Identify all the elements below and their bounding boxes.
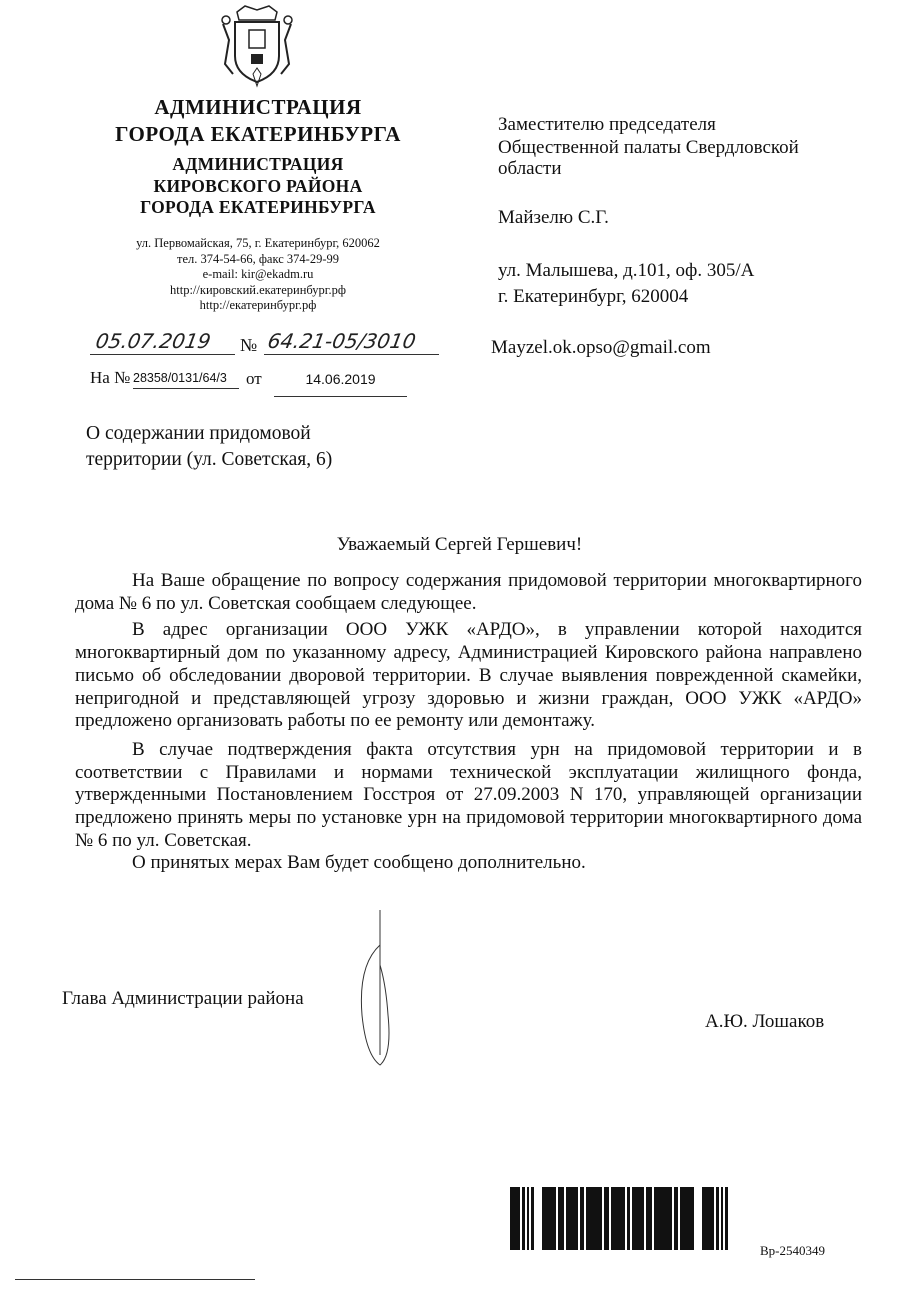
sender-site-2: http://екатеринбург.рф	[199, 298, 317, 312]
body-paragraph: В адрес организации ООО УЖК «АРДО», в управлении которой находится многоквартирный дом по указанному адресу, Администрацией Кировского района направлено письмо об обследовании дворовой территории. В случае выявления поврежденной скамейки, непригодной и представляющей угрозу здоровью и жизни граждан, ООО УЖК «АРДО» предложено организовать работы по ее ремонту или демонтажу.	[75, 619, 862, 732]
number-field	[264, 330, 439, 355]
org-name-line1: АДМИНИСТРАЦИЯ	[154, 95, 362, 119]
recipient-street: ул. Малышева, д.101, оф. 305/А	[498, 260, 755, 281]
recipient-email: Mayzel.ok.opso@gmail.com	[491, 337, 711, 358]
sender-site-1: http://кировский.екатеринбург.рф	[170, 282, 346, 297]
footer-divider	[15, 1279, 255, 1280]
handwritten-date: 05.07.2019	[93, 329, 213, 353]
dept-name-line2: КИРОВСКОГО РАЙОНА	[153, 176, 363, 196]
greeting: Уважаемый Сергей Гершевич!	[336, 534, 583, 555]
sender-contacts	[60, 236, 456, 314]
sender-phone: тел. 374-54-66, факс 374-29-99	[177, 251, 339, 266]
number-sign: №	[240, 335, 258, 355]
reply-label: На №	[90, 368, 131, 387]
recipient-title-line3: области	[498, 158, 562, 179]
reply-date: 14.06.2019	[274, 368, 407, 397]
body-paragraph: В случае подтверждения факта отсутствия урн на придомовой территории и в соответствии с Правилами и нормами технической эксплуатации жилищного фонда, утвержденными Постановлением Госстроя от 27.09.2003 N 170, управляющей организации предложено принять меры по установке урн на придомовой территории многоквартирного дома № 6 по ул. Советская.	[75, 738, 862, 851]
subject-line2: территории (ул. Советская, 6)	[86, 449, 333, 470]
handwritten-number: 64.21-05/3010	[265, 329, 418, 353]
recipient-title-line1: Заместителю председателя	[498, 114, 716, 135]
coat-of-arms-emblem	[215, 4, 299, 88]
handwritten-signature	[350, 905, 410, 1075]
document-code: Вр-2540349	[760, 1243, 825, 1258]
org-name-line2: ГОРОДА ЕКАТЕРИНБУРГА	[115, 122, 401, 146]
sender-address: ул. Первомайская, 75, г. Екатеринбург, 620062	[136, 236, 380, 250]
subject-line1: О содержании придомовой	[86, 423, 311, 444]
document-barcode	[510, 1187, 750, 1250]
date-field	[90, 330, 235, 355]
dept-name-line3: ГОРОДА ЕКАТЕРИНБУРГА	[140, 197, 376, 217]
body-paragraph: На Ваше обращение по вопросу содержания придомовой территории многоквартирного дома № 6 по ул. Советская сообщаем следующее.	[75, 570, 862, 614]
from-label: от	[246, 369, 262, 388]
recipient-title-line2: Общественной палаты Свердловской	[498, 137, 799, 158]
letter-body	[75, 570, 862, 875]
sender-email: e-mail: kir@ekadm.ru	[202, 267, 314, 281]
reply-number: 28358/0131/64/3	[133, 368, 239, 389]
signatory-name: А.Ю. Лошаков	[705, 1011, 825, 1032]
recipient-name: Майзелю С.Г.	[498, 207, 609, 228]
recipient-city: г. Екатеринбург, 620004	[498, 286, 689, 307]
dept-name-line1: АДМИНИСТРАЦИЯ	[172, 154, 344, 174]
body-paragraph: О принятых мерах Вам будет сообщено дополнительно.	[132, 852, 586, 874]
signatory-position: Глава Администрации района	[62, 988, 304, 1009]
